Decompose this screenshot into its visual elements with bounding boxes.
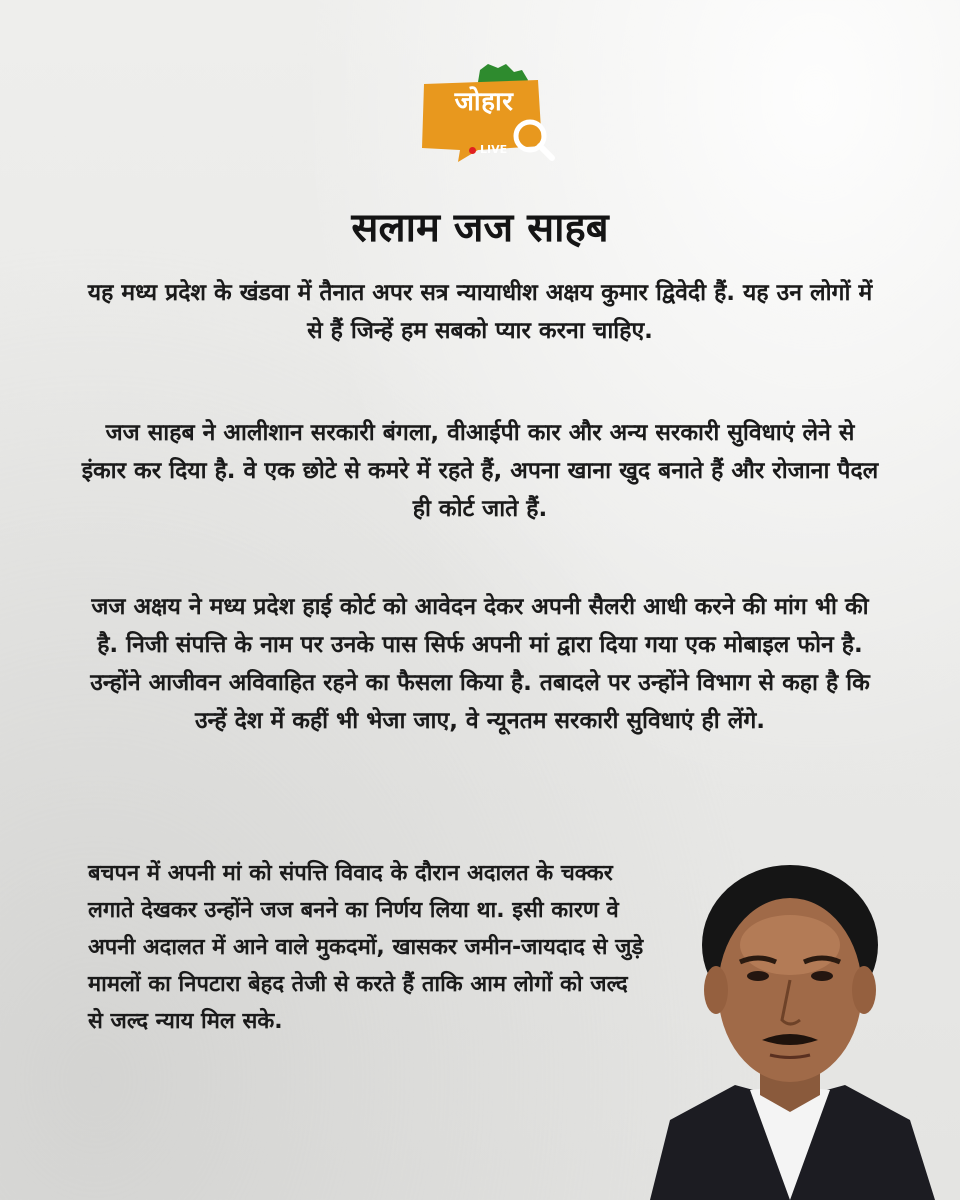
live-dot-icon — [469, 147, 476, 154]
judge-portrait — [640, 850, 940, 1200]
logo-live-badge: LIVE — [480, 143, 508, 156]
page-title: सलाम जज साहब — [351, 205, 609, 251]
logo-name: जोहार — [454, 87, 514, 117]
portrait-illustration — [640, 850, 940, 1200]
paragraph-lifestyle: जज साहब ने आलीशान सरकारी बंगला, वीआईपी कार और अन्य सरकारी सुविधाएं लेने से इंकार कर दिया है. वे एक छोटे से कमरे में रहते हैं, अपना खाना खुद बनाते हैं और रोजाना पैदल ही कोर्ट जाते हैं. — [81, 420, 879, 522]
paragraph-childhood: बचपन में अपनी मां को संपत्ति विवाद के दौरान अदालत के चक्कर लगाते देखकर उन्होंने जज बनने का निर्णय लिया था. इसी कारण वे अपनी अदालत में आने वाले मुकदमों, खासकर जमीन-जायदाद से जुड़े मामलों का निपटारा बेहद तेजी से करते हैं ताकि आम लोगों को जल्द से जल्द न्याय मिल सके. — [88, 861, 644, 1034]
paragraph-intro: यह मध्य प्रदेश के खंडवा में तैनात अपर सत्र न्यायाधीश अक्षय कुमार द्विवेदी हैं. यह उन लोगों में से हैं जिन्हें हम सबको प्यार करना चाहिए. — [87, 280, 873, 344]
johar-live-logo — [418, 58, 558, 168]
paragraph-salary: जज अक्षय ने मध्य प्रदेश हाई कोर्ट को आवेदन देकर अपनी सैलरी आधी करने की मांग भी की है. निजी संपत्ति के नाम पर उनके पास सिर्फ अपनी मां द्वारा दिया गया एक मोबाइल फोन है. उन्होंने आजीवन अविवाहित रहने का फैसला किया है. तबादले पर उन्होंने विभाग से कहा है कि उन्हें देश में कहीं भी भेजा जाए, वे न्यूनतम सरकारी सुविधाएं ही लेंगे. — [90, 594, 870, 734]
